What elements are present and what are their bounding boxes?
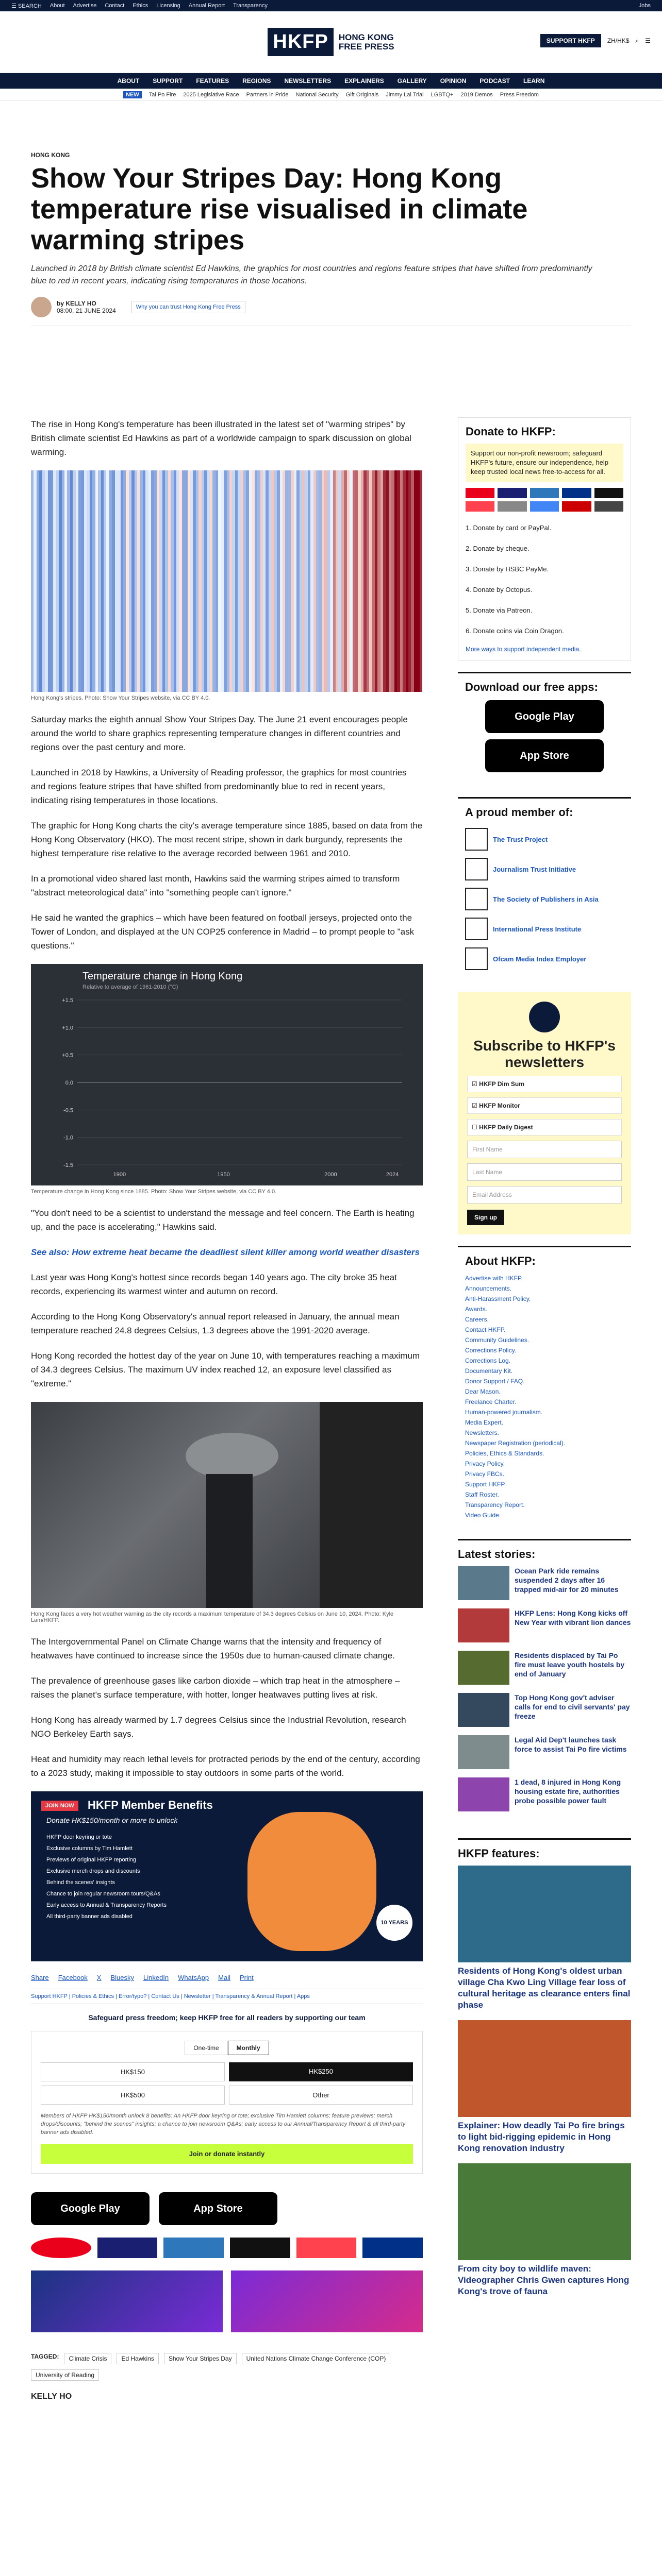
payment-logos	[31, 2238, 423, 2258]
card-icon	[562, 488, 591, 498]
tags-label: TAGGED:	[31, 2353, 59, 2360]
story-thumbnail[interactable]	[458, 1693, 509, 1727]
main-nav	[0, 73, 662, 89]
card-icon	[594, 501, 623, 512]
benefit-item: Exclusive columns by Tim Hamlett	[46, 1845, 133, 1852]
paragraph: The graphic for Hong Kong charts the city's average temperature since 1885, based on data from the Hong Kong Observatory (HKO). The most recent stripe, shown in dark burgundy, represents the highest temperature rise relative to the average recorded between 1961 and 2010.	[31, 821, 423, 858]
newsletter-option[interactable]: ☐ HKFP Daily Digest	[467, 1119, 622, 1136]
member-sopa[interactable]: The Society of Publishers in Asia	[465, 884, 624, 914]
nav-opinion[interactable]: OPINION	[440, 77, 467, 84]
latest-title: Latest stories:	[458, 1548, 536, 1561]
hkfp-round-logo	[529, 1002, 560, 1032]
newsletter-title: Subscribe to HKFP's newsletters	[473, 1038, 616, 1070]
member-trust-project[interactable]: The Trust Project	[465, 824, 624, 854]
share-bluesky[interactable]: Bluesky	[110, 1974, 134, 1981]
about-link[interactable]: Corrections Policy.	[465, 1347, 517, 1354]
amount-option[interactable]: HK$500	[41, 2086, 225, 2105]
top-utility-bar	[0, 0, 662, 11]
top-link-ethics[interactable]: Ethics	[133, 3, 148, 9]
about-link[interactable]: Media Expert.	[465, 1419, 504, 1426]
amex-icon	[163, 2238, 224, 2258]
search-icon[interactable]: ⌕	[635, 37, 639, 44]
join-now-badge[interactable]: JOIN NOW	[41, 1801, 78, 1811]
latest-story[interactable]	[458, 1608, 631, 1642]
y-tick-label: 0.0	[65, 1080, 73, 1086]
top-link-advertise[interactable]: Advertise	[73, 3, 97, 9]
benefits-sub: Donate HK$150/month or more to unlock	[46, 1816, 178, 1824]
story-headline[interactable]: Top Hong Kong gov't adviser calls for end to civil servants' pay freeze	[515, 1693, 630, 1720]
subnav-item[interactable]: Gift Originals	[345, 91, 379, 98]
tab-one-time[interactable]: One-time	[185, 2041, 227, 2055]
share-mail[interactable]: Mail	[218, 1974, 230, 1981]
about-link[interactable]: Support HKFP.	[465, 1481, 506, 1488]
card-icon	[562, 501, 591, 512]
support-hkfp-button[interactable]: SUPPORT HKFP	[540, 34, 601, 47]
top-link-transparency[interactable]: Transparency	[233, 3, 268, 9]
feature-story[interactable]	[458, 2020, 631, 2154]
latest-story[interactable]	[458, 1651, 631, 1685]
about-link[interactable]: Policies, Ethics & Standards.	[465, 1450, 544, 1457]
ofcam-icon	[465, 947, 488, 970]
about-link[interactable]: Privacy Policy.	[465, 1460, 505, 1467]
article	[31, 139, 631, 2401]
top-link-annual[interactable]: Annual Report	[188, 3, 225, 9]
sub-nav	[0, 89, 662, 101]
benefit-item: Early access to Annual & Transparency Reports	[46, 1902, 167, 1908]
about-link[interactable]: Freelance Charter.	[465, 1398, 517, 1405]
tag[interactable]: Climate Crisis	[64, 2353, 111, 2364]
sopa-icon	[465, 888, 488, 910]
latest-story[interactable]	[458, 1566, 631, 1600]
tag[interactable]: University of Reading	[31, 2369, 99, 2381]
article-kicker[interactable]: HONG KONG	[31, 151, 70, 159]
donate-method[interactable]: 6. Donate coins via Coin Dragon.	[466, 627, 564, 635]
tag[interactable]: Show Your Stripes Day	[164, 2353, 237, 2364]
features-title: HKFP features:	[458, 1847, 540, 1860]
story-headline[interactable]: Residents displaced by Tai Po fire must leave youth hostels by end of January	[515, 1651, 625, 1678]
first-name-field[interactable]: First Name	[467, 1141, 622, 1158]
paragraph: According to the Hong Kong Observatory's annual report released in January, the annual mean temperature reached 24.8 degrees Celsius, 1.3 degrees above the 1991-2020 average.	[31, 1312, 400, 1335]
members-box	[458, 797, 631, 981]
x-tick-label: 2000	[324, 1172, 337, 1178]
app-store-button[interactable]: App Store	[159, 2192, 277, 2225]
paragraph: Hong Kong recorded the hottest day of the year on June 10, with temperatures reaching a maximum of 34.3 degrees Celsius. The maximum UV index reached 12, an exposure level classified as "extreme."	[31, 1351, 420, 1388]
donate-method[interactable]: 3. Donate by HSBC PayMe.	[466, 565, 549, 573]
more-ways-link[interactable]: More ways to support independent media.	[466, 646, 581, 653]
support-banner[interactable]	[231, 2270, 423, 2332]
story-thumbnail[interactable]	[458, 1777, 509, 1811]
story-headline[interactable]: 1 dead, 8 injured in Hong Kong housing estate fire, authorities probe possible power fault	[515, 1778, 621, 1805]
image-caption: Hong Kong's stripes. Photo: Show Your Stripes website, via CC BY 4.0.	[31, 695, 210, 701]
benefit-item: Behind the scenes' insights	[46, 1879, 115, 1886]
about-link[interactable]: Advertise with HKFP.	[465, 1275, 523, 1282]
nav-regions[interactable]: REGIONS	[242, 77, 271, 84]
nav-explainers[interactable]: EXPLAINERS	[344, 77, 384, 84]
patreon-icon	[296, 2238, 357, 2258]
card-icon	[466, 488, 494, 498]
share-facebook[interactable]: Facebook	[58, 1974, 88, 1981]
about-link[interactable]: Transparency Report.	[465, 1501, 525, 1509]
article-body	[31, 417, 423, 2401]
email-field[interactable]: Email Address	[467, 1186, 622, 1204]
benefits-title: HKFP Member Benefits	[88, 1799, 213, 1811]
about-link[interactable]: Community Guidelines.	[465, 1336, 529, 1344]
tab-monthly[interactable]: Monthly	[228, 2041, 269, 2055]
apps-box	[458, 672, 631, 786]
ten-years-badge: 10 YEARS	[376, 1905, 412, 1941]
last-name-field[interactable]: Last Name	[467, 1163, 622, 1181]
about-link[interactable]: Corrections Log.	[465, 1357, 511, 1364]
about-link[interactable]: Anti-Harassment Policy.	[465, 1295, 531, 1302]
jti-icon	[465, 858, 488, 880]
visa-icon	[97, 2238, 158, 2258]
top-link-licensing[interactable]: Licensing	[156, 3, 180, 9]
paragraph: The prevalence of greenhouse gases like carbon dioxide – which trap heat in the atmosphere – raises the planet's surface temperature, with hotter, longer heatwaves putting lives at risk.	[31, 1676, 400, 1700]
about-link[interactable]: Careers.	[465, 1316, 489, 1323]
story-headline[interactable]: Ocean Park ride remains suspended 2 days after 16 trapped mid-air for 20 minutes	[515, 1567, 619, 1594]
google-play-button[interactable]: Google Play	[485, 700, 604, 733]
temperature-chart	[31, 964, 423, 1185]
x-tick-label: 1950	[217, 1172, 230, 1178]
language-switch[interactable]: ZH/HK$	[607, 37, 630, 44]
masthead	[0, 11, 662, 73]
share-x[interactable]: X	[96, 1974, 102, 1981]
member-jti[interactable]: Journalism Trust Initiative	[465, 854, 624, 884]
card-icon	[466, 501, 494, 512]
donate-method[interactable]: 4. Donate by Octopus.	[466, 586, 533, 594]
y-tick-label: -1.5	[63, 1162, 73, 1168]
paragraph: "You don't need to be a scientist to understand the message and feel concern. The Earth is heating up, and the pace is accelerating," Hawkins said.	[31, 1208, 415, 1232]
warming-stripes-image	[31, 470, 423, 692]
subnav-item[interactable]: Tai Po Fire	[148, 91, 176, 98]
about-box	[458, 1246, 631, 1528]
latest-story[interactable]	[458, 1693, 631, 1727]
card-icon	[530, 488, 559, 498]
top-link-jobs[interactable]: Jobs	[638, 3, 651, 9]
x-tick-label: 2024	[386, 1172, 399, 1178]
nav-features[interactable]: FEATURES	[196, 77, 229, 84]
sidebar	[458, 417, 631, 2325]
donate-box	[458, 417, 631, 660]
paragraph: Saturday marks the eighth annual Show Your Stripes Day. The June 21 event encourages people around the world to share graphics representing temperature changes in different countries and regions over the past century and more.	[31, 715, 408, 752]
hkfp-logo[interactable]	[268, 28, 394, 56]
amount-option[interactable]: Other	[229, 2086, 413, 2105]
benefit-item: All third-party banner ads disabled	[46, 1913, 133, 1920]
x-tick-label: 1900	[113, 1172, 126, 1178]
donate-text: Support our non-profit newsroom; safeguard HKFP's future, ensure our independence, help keep trusted local news free-to-access for all.	[466, 444, 623, 482]
features-box	[458, 1838, 631, 2314]
share-print[interactable]: Print	[239, 1974, 254, 1981]
trust-button[interactable]: Why you can trust Hong Kong Free Press	[131, 301, 245, 313]
see-also-link[interactable]: See also: How extreme heat became the deadliest silent killer among world weather disasters	[31, 1247, 420, 1257]
apps-title: Download our free apps:	[465, 681, 598, 693]
about-link[interactable]: Dear Mason.	[465, 1388, 501, 1395]
article-title: Show Your Stripes Day: Hong Kong temperature rise visualised in climate warming stripes	[31, 163, 528, 256]
about-link[interactable]: Announcements.	[465, 1285, 512, 1292]
image-caption: Temperature change in Hong Kong since 1885. Photo: Show Your Stripes website, via CC BY 4.0.	[31, 1189, 277, 1195]
story-headline[interactable]: Legal Aid Dep't launches task force to assist Tai Po fire victims	[515, 1736, 627, 1753]
about-link[interactable]: Documentary Kit.	[465, 1367, 513, 1375]
members-title: A proud member of:	[465, 806, 573, 819]
tag[interactable]: Ed Hawkins	[117, 2353, 158, 2364]
logo-line2: FREE PRESS	[338, 41, 394, 52]
feature-image[interactable]	[458, 2020, 631, 2117]
top-link-contact[interactable]: Contact	[105, 3, 125, 9]
byline: by KELLY HO 08:00, 21 JUNE 2024 Why you can trust Hong Kong Free Press	[31, 297, 631, 317]
y-tick-label: +1.0	[62, 1025, 73, 1031]
about-link[interactable]: Contact HKFP.	[465, 1326, 506, 1333]
menu-icon[interactable]: ☰	[645, 37, 651, 44]
about-link[interactable]: Awards.	[465, 1306, 488, 1313]
author-name[interactable]: KELLY HO	[65, 300, 96, 307]
benefit-item: Chance to join regular newsroom tours/Q&As	[46, 1891, 160, 1897]
newsletter-option[interactable]: ☑ HKFP Monitor	[467, 1097, 622, 1114]
subnav-item[interactable]: Jimmy Lai Trial	[386, 91, 424, 98]
jcb-icon	[230, 2238, 290, 2258]
donate-note: Members of HKFP HK$150/month unlock 8 benefits: An HKFP door keyring or tote; exclusive Tim Hamlett columns; feature previews; merch drops/discounts; "behind the scenes" insights; a chance to join newsroom Q&As; early access to our Annual/Transparency Report & all third-party banner ads disabled.	[41, 2113, 406, 2136]
author-box[interactable]: KELLY HO	[31, 2392, 72, 2401]
tag[interactable]: United Nations Climate Change Conference (COP)	[242, 2353, 391, 2364]
payment-icons	[466, 488, 623, 512]
amount-option[interactable]: HK$150	[41, 2062, 225, 2081]
latest-box	[458, 1539, 631, 1827]
nav-support[interactable]: SUPPORT	[153, 77, 183, 84]
about-link[interactable]: Newsletters.	[465, 1429, 500, 1436]
paragraph: The Intergovernmental Panel on Climate Change warns that the intensity and frequency of heatwaves have continued to increase since the 1950s due to human-caused climate change.	[31, 1637, 395, 1660]
newsletter-box	[458, 992, 631, 1234]
feature-image[interactable]	[458, 2163, 631, 2260]
subnav-item[interactable]: 2025 Legislative Race	[183, 91, 239, 98]
subnav-item[interactable]: National Security	[295, 91, 339, 98]
subnav-item[interactable]: LGBTQ+	[431, 91, 454, 98]
paragraph: In a promotional video shared last month, Hawkins said the warming stripes aimed to transform "abstract meteorological data" into "something people can't ignore."	[31, 874, 400, 897]
search-link[interactable]: ☰ SEARCH	[11, 3, 42, 9]
card-icon	[498, 501, 526, 512]
subnav-item[interactable]: Press Freedom	[500, 91, 539, 98]
donate-method[interactable]: 5. Donate via Patreon.	[466, 606, 533, 614]
benefit-item: Previews of original HKFP reporting	[46, 1857, 137, 1863]
safeguard-text: Safeguard press freedom; keep HKFP free for all readers by supporting our team	[88, 2013, 366, 2022]
share-label[interactable]: Share	[31, 1974, 49, 1981]
donate-title: Donate to HKFP:	[466, 425, 556, 438]
story-thumbnail[interactable]	[458, 1566, 509, 1600]
feature-story[interactable]	[458, 1866, 631, 2011]
nav-gallery[interactable]: GALLERY	[397, 77, 427, 84]
trust-project-icon	[465, 828, 488, 851]
story-headline[interactable]: HKFP Lens: Hong Kong kicks off New Year with vibrant lion dances	[515, 1609, 631, 1626]
amount-option[interactable]: HK$250	[229, 2062, 413, 2081]
temperature-chart-svg	[31, 964, 423, 1185]
tags	[31, 2353, 423, 2381]
join-donate-button[interactable]: Join or donate instantly	[41, 2144, 413, 2164]
subnav-item[interactable]: 2019 Demos	[460, 91, 493, 98]
card-icon	[530, 501, 559, 512]
story-thumbnail[interactable]	[458, 1735, 509, 1769]
mastercard-icon	[31, 2238, 91, 2258]
app-store-button[interactable]: App Store	[485, 739, 604, 772]
about-link[interactable]: Video Guide.	[465, 1512, 501, 1519]
support-links[interactable]: Support HKFP | Policies & Ethics | Error/typo? | Contact Us | Newsletter | Transparency & Annual Report | Apps	[31, 1989, 423, 2004]
member-ofcam[interactable]: Ofcam Media Index Employer	[465, 944, 624, 974]
about-title: About HKFP:	[465, 1255, 536, 1267]
image-caption: Hong Kong faces a very hot weather warning as the city records a maximum temperature of 34.3 degrees Celsius on June 10, 2024. Photo: Kyle Lam/HKFP.	[31, 1611, 394, 1623]
paragraph: He said he wanted the graphics – which have been featured on football jerseys, projected onto the Tower of London, and displayed at the UN COP25 conference in Madrid – to prompt people to "ask questions."	[31, 913, 415, 951]
chart-subtitle: Relative to average of 1961-2010 (°C)	[82, 984, 178, 990]
ethics-banner[interactable]	[31, 2270, 223, 2332]
y-tick-label: -0.5	[63, 1107, 73, 1114]
latest-story[interactable]	[458, 1777, 631, 1811]
signup-button[interactable]: Sign up	[467, 1210, 504, 1225]
y-tick-label: +1.5	[62, 997, 73, 1004]
subnav-item[interactable]: Partners in Pride	[246, 91, 289, 98]
nav-podcast[interactable]: PODCAST	[479, 77, 510, 84]
feature-image[interactable]	[458, 1866, 631, 1962]
article-dek: Launched in 2018 by British climate scientist Ed Hawkins, the graphics for most countries and regions feature stripes that have shifted from predominantly blue to red in recent years, indicating rising temperatures in those locations.	[31, 264, 592, 285]
donate-method[interactable]: 1. Donate by card or PayPal.	[466, 524, 552, 532]
nav-newsletters[interactable]: NEWSLETTERS	[284, 77, 332, 84]
publish-date: 08:00, 21 JUNE 2024	[57, 307, 116, 314]
paragraph: Last year was Hong Kong's hottest since records began 140 years ago. The city broke 35 heat records, experiencing its warmest winter and autumn on record.	[31, 1273, 397, 1296]
paypal-icon	[362, 2238, 423, 2258]
latest-story[interactable]	[458, 1735, 631, 1769]
card-icon	[594, 488, 623, 498]
feature-headline[interactable]: Residents of Hong Kong's oldest urban village Cha Kwo Ling Village fear loss of cultural heritage as clearance enters final phase	[458, 1966, 631, 2010]
nav-learn[interactable]: LEARN	[523, 77, 545, 84]
about-link[interactable]: Newspaper Registration (periodical).	[465, 1439, 566, 1447]
heat-photo	[31, 1402, 423, 1608]
card-icon	[498, 488, 526, 498]
top-link-about[interactable]: About	[49, 3, 65, 9]
paragraph: The rise in Hong Kong's temperature has been illustrated in the latest set of "warming stripes" by British climate scientist Ed Hawkins as part of a worldwide campaign to spark discussion on global warming.	[31, 419, 411, 457]
y-tick-label: +0.5	[62, 1052, 73, 1059]
y-tick-label: -1.0	[63, 1134, 73, 1141]
about-link[interactable]: Human-powered journalism.	[465, 1409, 543, 1416]
about-link[interactable]: Donor Support / FAQ.	[465, 1378, 525, 1385]
nav-about[interactable]: ABOUT	[117, 77, 140, 84]
logo-line1: HONG KONG	[338, 32, 394, 42]
member-ipi[interactable]: International Press Institute	[465, 914, 624, 944]
paragraph: Launched in 2018 by Hawkins, a University of Reading professor, the graphics for most countries and regions feature stripes that have shifted from predominantly blue to red in recent years, indicating rising temperatures in those locations.	[31, 768, 407, 805]
deer-mascot	[247, 1812, 376, 1951]
paragraph: Heat and humidity may reach lethal levels for protracted periods by the end of the century, according to a 2023 study, making it impossible to stay outdoors in some parts of the world.	[31, 1754, 420, 1778]
benefit-item: HKFP door keyring or tote	[46, 1834, 112, 1840]
feature-headline[interactable]: From city boy to wildlife maven: Videographer Chris Gwen captures Hong Kong's trove of fauna	[458, 2264, 630, 2296]
share-linkedin[interactable]: LinkedIn	[143, 1974, 169, 1981]
donate-widget	[31, 2031, 423, 2174]
ipi-icon	[465, 918, 488, 940]
newsletter-option[interactable]: ☑ HKFP Dim Sum	[467, 1076, 622, 1092]
feature-headline[interactable]: Explainer: How deadly Tai Po fire brings to light bid-rigging epidemic in Hong Kong renovation industry	[458, 2121, 625, 2153]
member-benefits-banner[interactable]	[31, 1791, 423, 1961]
donate-method[interactable]: 2. Donate by cheque.	[466, 545, 529, 552]
new-badge: NEW	[123, 91, 142, 98]
paragraph: Hong Kong has already warmed by 1.7 degrees Celsius since the Industrial Revolution, research NGO Berkeley Earth says.	[31, 1715, 406, 1739]
share-whatsapp[interactable]: WhatsApp	[178, 1974, 209, 1981]
logo-box: HKFP	[268, 28, 333, 56]
benefit-item: Exclusive merch drops and discounts	[46, 1868, 140, 1874]
about-link[interactable]: Privacy FBCs.	[465, 1470, 505, 1478]
stripe	[420, 470, 422, 692]
story-thumbnail[interactable]	[458, 1651, 509, 1685]
about-link[interactable]: Staff Roster.	[465, 1491, 499, 1498]
feature-story[interactable]	[458, 2163, 631, 2297]
chart-title: Temperature change in Hong Kong	[82, 971, 243, 982]
share-bar	[31, 1974, 423, 1981]
author-avatar	[31, 297, 52, 317]
google-play-button[interactable]: Google Play	[31, 2192, 150, 2225]
story-thumbnail[interactable]	[458, 1608, 509, 1642]
